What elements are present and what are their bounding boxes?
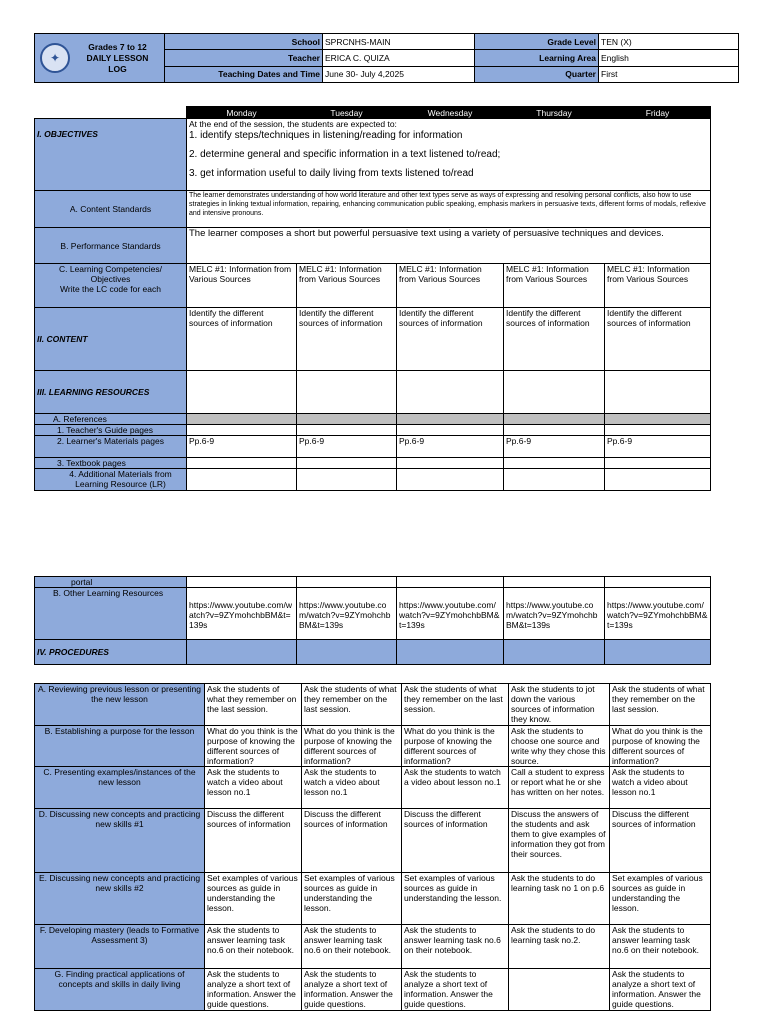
competency-cell: MELC #1: Information from Various Sources — [605, 264, 711, 308]
procedure-cell: What do you think is the purpose of knowing the different sources of information? — [402, 726, 509, 767]
area-label: Learning Area — [475, 50, 599, 66]
additional-materials-label: 4. Additional Materials from Learning Resource (LR) — [35, 469, 187, 491]
dates-label: Teaching Dates and Time — [165, 66, 323, 82]
teacher-label: Teacher — [165, 50, 323, 66]
day-tuesday: Tuesday — [297, 107, 397, 119]
competencies-label-line: Write the LC code for each — [60, 284, 161, 294]
lm-pages-cell: Pp.6-9 — [187, 436, 297, 458]
dll-title-cell — [35, 34, 165, 83]
procedure-cell: Set examples of various sources as guide in understanding the lesson. — [302, 873, 402, 925]
objectives-intro: At the end of the session, the students are expected to: — [189, 119, 397, 129]
procedure-cell: Discuss the different sources of information — [402, 809, 509, 873]
procedure-row — [35, 809, 711, 873]
objective-item: 1. identify steps/techniques in listening/reading for information — [189, 130, 463, 141]
competency-cell: MELC #1: Information from Various Sources — [504, 264, 605, 308]
days-header-row — [35, 107, 711, 119]
youtube-link[interactable]: https://www.youtube.com/watch?v=9ZYmohchbBM&t=139s — [297, 588, 397, 640]
youtube-link[interactable]: https://www.youtube.com/watch?v=9ZYmohchbBM&t=139s — [187, 588, 297, 640]
content-cell: Identify the different sources of information — [187, 308, 297, 371]
procedure-label: G. Finding practical applications of concepts and skills in daily living — [35, 969, 205, 1011]
portal-label: portal — [35, 577, 187, 588]
procedure-cell: Set examples of various sources as guide in understanding the lesson. — [610, 873, 711, 925]
procedure-cell: Discuss the different sources of information — [302, 809, 402, 873]
dll-title-line-1: Grades 7 to 12 — [88, 41, 147, 52]
procedure-cell: Set examples of various sources as guide in understanding the lesson. — [402, 873, 509, 925]
procedure-cell: Discuss the answers of the students and ask them to give examples of information they got from their sources. — [509, 809, 610, 873]
procedure-row — [35, 684, 711, 726]
procedure-label: E. Discussing new concepts and practicing new skills #2 — [35, 873, 205, 925]
procedure-cell: Ask the students of what they remember on the last session. — [610, 684, 711, 726]
tg-pages-label: 1. Teacher's Guide pages — [35, 425, 187, 436]
content-standards-text: The learner demonstrates understanding of how world literature and other text types serve as ways of expressing and resolving personal conflicts, also how to use strategies in linking textual information, repairing, enhancing communication public speaking, emphasis markers in persuasive texts, different forms of modals, reflexive and intensive pronouns. — [187, 191, 711, 228]
procedure-cell: Ask the students to analyze a short text of information. Answer the guide questions. — [205, 969, 302, 1011]
quarter-label: Quarter — [475, 66, 599, 82]
school-value: SPRCNHS-MAIN — [323, 34, 475, 50]
day-monday: Monday — [187, 107, 297, 119]
procedure-row — [35, 767, 711, 809]
procedure-cell: Ask the students of what they remember on the last session. — [402, 684, 509, 726]
procedures-table — [34, 683, 711, 1011]
procedure-cell: Ask the students to watch a video about lesson no.1 — [302, 767, 402, 809]
procedure-cell: Ask the students to do learning task no.2. — [509, 925, 610, 969]
lm-pages-cell: Pp.6-9 — [397, 436, 504, 458]
objective-item: 3. get information useful to daily living from texts listened to/read — [189, 168, 474, 179]
procedures-label: IV. PROCEDURES — [35, 640, 187, 665]
procedure-cell: Ask the students to answer learning task no.6 on their notebook. — [402, 925, 509, 969]
procedure-cell: Discuss the different sources of information — [610, 809, 711, 873]
school-label: School — [165, 34, 323, 50]
procedure-cell: Ask the students to analyze a short text of information. Answer the guide questions. — [610, 969, 711, 1011]
header-table — [34, 33, 739, 83]
resources-label: III. LEARNING RESOURCES — [35, 371, 187, 414]
references-label: A. References — [35, 414, 187, 425]
objectives-label: I. OBJECTIVES — [35, 119, 187, 191]
competencies-label-line: Objectives — [90, 274, 131, 284]
performance-standards-label: B. Performance Standards — [35, 228, 187, 264]
procedure-cell: Ask the students to answer learning task no.6 on their notebook. — [205, 925, 302, 969]
procedure-row — [35, 726, 711, 767]
procedure-cell: Ask the students to do learning task no 1 on p.6 — [509, 873, 610, 925]
grade-label: Grade Level — [475, 34, 599, 50]
procedure-cell: What do you think is the purpose of knowing the different sources of information? — [205, 726, 302, 767]
procedure-label: C. Presenting examples/instances of the new lesson — [35, 767, 205, 809]
procedure-cell: Ask the students to watch a video about lesson no.1 — [402, 767, 509, 809]
competency-cell: MELC #1: Information from Various Sources — [187, 264, 297, 308]
day-friday: Friday — [605, 107, 711, 119]
procedure-cell: Ask the students of what they remember on the last session. — [302, 684, 402, 726]
competencies-label — [35, 264, 187, 308]
procedure-label: A. Reviewing previous lesson or presenting the new lesson — [35, 684, 205, 726]
content-cell: Identify the different sources of information — [605, 308, 711, 371]
textbook-pages-label: 3. Textbook pages — [35, 458, 187, 469]
day-thursday: Thursday — [504, 107, 605, 119]
procedure-cell: Set examples of various sources as guide in understanding the lesson. — [205, 873, 302, 925]
youtube-link[interactable]: https://www.youtube.com/watch?v=9ZYmohchbBM&t=139s — [605, 588, 711, 640]
dll-title-line-2: DAILY LESSON — [86, 52, 149, 63]
procedure-cell: Ask the students to watch a video about lesson no.1 — [205, 767, 302, 809]
procedure-cell: Discuss the different sources of information — [205, 809, 302, 873]
content-cell: Identify the different sources of information — [397, 308, 504, 371]
procedure-row — [35, 873, 711, 925]
content-cell: Identify the different sources of information — [504, 308, 605, 371]
procedure-cell: Ask the students to answer learning task no.6 on their notebook. — [610, 925, 711, 969]
youtube-link[interactable]: https://www.youtube.com/watch?v=9ZYmohchbBM&t=139s — [504, 588, 605, 640]
procedure-label: D. Discussing new concepts and practicing new skills #1 — [35, 809, 205, 873]
competency-cell: MELC #1: Information from Various Sources — [397, 264, 504, 308]
procedure-cell: Ask the students to jot down the various sources of information they know. — [509, 684, 610, 726]
lm-pages-cell: Pp.6-9 — [605, 436, 711, 458]
procedure-cell: Ask the students of what they remember on the last session. — [205, 684, 302, 726]
quarter-value: First — [599, 66, 739, 82]
content-cell: Identify the different sources of information — [297, 308, 397, 371]
content-label: II. CONTENT — [35, 308, 187, 371]
procedure-cell: Ask the students to watch a video about lesson no.1 — [610, 767, 711, 809]
procedure-row — [35, 925, 711, 969]
performance-standards-text: The learner composes a short but powerful persuasive text using a variety of persuasive techniques and devices. — [187, 228, 711, 264]
procedure-cell: Call a student to express or report what he or she has written on her notes. — [509, 767, 610, 809]
dates-value: June 30- July 4,2025 — [323, 66, 475, 82]
procedure-row — [35, 969, 711, 1011]
procedure-cell — [509, 969, 610, 1011]
resources-continued-table — [34, 576, 711, 665]
competency-cell: MELC #1: Information from Various Sources — [297, 264, 397, 308]
procedure-cell: Ask the students to analyze a short text of information. Answer the guide questions. — [302, 969, 402, 1011]
teacher-value: ERICA C. QUIZA — [323, 50, 475, 66]
procedure-label: F. Developing mastery (leads to Formative Assessment 3) — [35, 925, 205, 969]
other-resources-label: B. Other Learning Resources — [35, 588, 187, 640]
lm-pages-cell: Pp.6-9 — [297, 436, 397, 458]
youtube-link[interactable]: https://www.youtube.com/watch?v=9ZYmohchbBM&t=139s — [397, 588, 504, 640]
day-wednesday: Wednesday — [397, 107, 504, 119]
objectives-cell — [187, 119, 711, 191]
procedure-label: B. Establishing a purpose for the lesson — [35, 726, 205, 767]
deped-seal-icon: ✦ — [40, 43, 70, 73]
content-standards-label: A. Content Standards — [35, 191, 187, 228]
procedure-cell: Ask the students to choose one source and write why they chose this source. — [509, 726, 610, 767]
procedure-cell: Ask the students to answer learning task no.6 on their notebook. — [302, 925, 402, 969]
competencies-label-line: C. Learning Competencies/ — [58, 264, 162, 274]
procedure-cell: Ask the students to analyze a short text of information. Answer the guide questions. — [402, 969, 509, 1011]
lm-pages-label: 2. Learner's Materials pages — [35, 436, 187, 458]
area-value: English — [599, 50, 739, 66]
procedure-cell: What do you think is the purpose of knowing the different sources of information? — [610, 726, 711, 767]
procedure-cell: What do you think is the purpose of knowing the different sources of information? — [302, 726, 402, 767]
objective-item: 2. determine general and specific information in a text listened to/read; — [189, 149, 501, 160]
dll-title-line-3: LOG — [108, 63, 127, 74]
lm-pages-cell: Pp.6-9 — [504, 436, 605, 458]
grade-value: TEN (X) — [599, 34, 739, 50]
objectives-table — [34, 106, 711, 491]
